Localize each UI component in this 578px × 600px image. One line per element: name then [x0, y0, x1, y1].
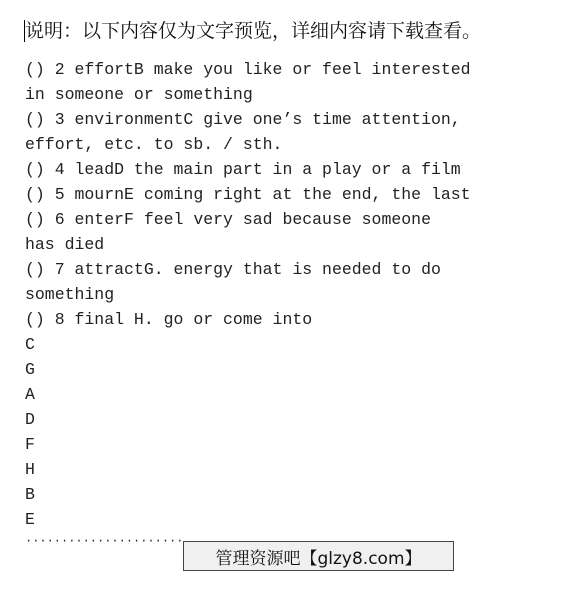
answer-line: H — [25, 460, 35, 479]
answer-line: D — [25, 410, 35, 429]
document-line: has died — [25, 235, 105, 254]
site-link-button[interactable]: 管理资源吧【glzy8.com】 — [183, 541, 454, 571]
document-line: () 8 final H. go or come into — [25, 310, 313, 329]
answer-line: A — [25, 385, 35, 404]
document-line: () 5 mournE coming right at the end, the last — [25, 185, 471, 204]
document-line: in someone or something — [25, 85, 253, 104]
answer-line: E — [25, 510, 35, 529]
document-line: something — [25, 285, 115, 304]
document-line: () 4 leadD the main part in a play or a film — [25, 160, 461, 179]
dotted-leader: ······················ — [25, 534, 184, 548]
answer-line: C — [25, 335, 35, 354]
document-line: () 2 effortB make you like or feel interested — [25, 60, 471, 79]
document-line: effort, etc. to sb. / sth. — [25, 135, 283, 154]
document-body — [25, 57, 565, 532]
answer-line: B — [25, 485, 35, 504]
document-line: () 7 attractG. energy that is needed to do — [25, 260, 441, 279]
document-line: () 3 environmentC give one’s time attention, — [25, 110, 461, 129]
answer-line: G — [25, 360, 35, 379]
preview-notice: 说明：以下内容仅为文字预览，详细内容请下载查看。 — [25, 20, 482, 42]
document-line: () 6 enterF feel very sad because someone — [25, 210, 431, 229]
answer-line: F — [25, 435, 35, 454]
